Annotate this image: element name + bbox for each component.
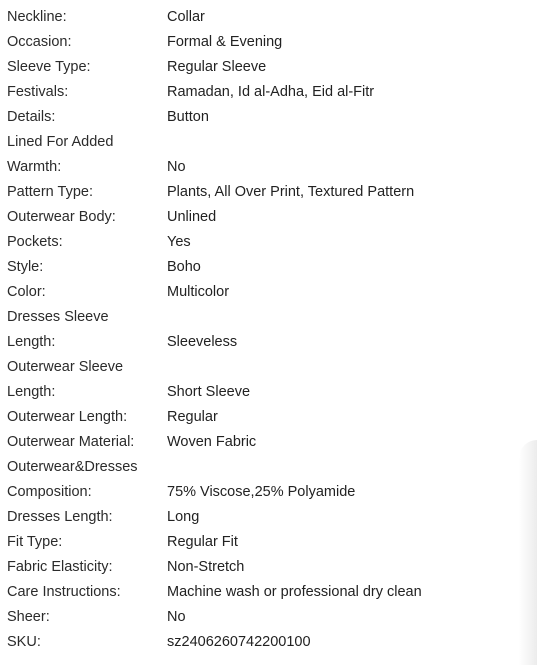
spec-value-text: Ramadan, Id al-Adha, Eid al-Fitr: [167, 84, 375, 100]
spec-value-text: Yes: [167, 234, 191, 250]
spec-value: [167, 355, 537, 405]
spec-value: [167, 630, 537, 655]
spec-label-line: Outerwear Body:: [7, 209, 116, 225]
spec-value: [167, 55, 537, 80]
spec-label: [7, 180, 167, 205]
spec-row: [7, 305, 537, 355]
spec-value: [167, 305, 537, 355]
spec-label: [7, 405, 167, 430]
spec-label: [7, 105, 167, 130]
spec-value: [167, 280, 537, 305]
spec-value-text: Sleeveless: [167, 334, 238, 350]
spec-row: [7, 555, 537, 580]
edge-shadow: [519, 440, 537, 665]
spec-label: [7, 455, 167, 505]
spec-value-text: Regular Fit: [167, 534, 238, 550]
spec-label-line: Care Instructions:: [7, 584, 121, 600]
spec-value-text: No: [167, 609, 186, 625]
spec-label-line: Lined For Added: [7, 134, 114, 150]
spec-label-line: Neckline:: [7, 9, 67, 25]
spec-label-line: Color:: [7, 284, 46, 300]
spec-value-text: Multicolor: [167, 284, 230, 300]
spec-value: [167, 430, 537, 455]
spec-value-text: Woven Fabric: [167, 434, 257, 450]
spec-value-text: Unlined: [167, 209, 217, 225]
spec-label-line: Dresses Length:: [7, 509, 113, 525]
spec-value-text: sz2406260742200100: [167, 634, 311, 650]
spec-label: [7, 80, 167, 105]
spec-value: [167, 605, 537, 630]
spec-row: [7, 455, 537, 505]
spec-label-line: Outerwear Material:: [7, 434, 135, 450]
spec-label: [7, 55, 167, 80]
spec-value: [167, 580, 537, 605]
spec-label-line: Festivals:: [7, 84, 69, 100]
spec-label: [7, 30, 167, 55]
spec-value-spacer: [167, 355, 537, 380]
product-specs-list: [7, 5, 537, 655]
spec-row: [7, 80, 537, 105]
spec-row: [7, 5, 537, 30]
spec-label: [7, 530, 167, 555]
spec-row: [7, 530, 537, 555]
spec-label-line: Sleeve Type:: [7, 59, 91, 75]
spec-value: [167, 205, 537, 230]
spec-label: [7, 505, 167, 530]
spec-label: [7, 580, 167, 605]
spec-value-spacer: [167, 130, 537, 155]
spec-row: [7, 205, 537, 230]
spec-label-line: Pockets:: [7, 234, 63, 250]
spec-label: [7, 280, 167, 305]
spec-label-line: Outerwear Sleeve: [7, 359, 124, 375]
spec-label: [7, 130, 167, 180]
spec-row: [7, 105, 537, 130]
spec-label: [7, 5, 167, 30]
spec-row: [7, 55, 537, 80]
spec-row: [7, 355, 537, 405]
spec-value-spacer: [167, 305, 537, 330]
spec-row: [7, 180, 537, 205]
spec-label-line: SKU:: [7, 634, 41, 650]
spec-label-line: Outerwear&Dresses: [7, 459, 138, 475]
spec-label: [7, 605, 167, 630]
spec-row: [7, 230, 537, 255]
spec-label: [7, 555, 167, 580]
spec-value-text: Collar: [167, 9, 205, 25]
spec-value-text: Plants, All Over Print, Textured Pattern: [167, 184, 415, 200]
spec-row: [7, 130, 537, 180]
spec-value-spacer: [167, 455, 537, 480]
spec-label-line: Fit Type:: [7, 534, 63, 550]
spec-value-text: Regular Sleeve: [167, 59, 267, 75]
spec-value: [167, 80, 537, 105]
spec-label: [7, 205, 167, 230]
spec-row: [7, 255, 537, 280]
spec-label-line: Composition:: [7, 484, 92, 500]
spec-label-line: Outerwear Length:: [7, 409, 128, 425]
spec-row: [7, 430, 537, 455]
spec-label-line: Length:: [7, 334, 56, 350]
spec-value-text: Button: [167, 109, 209, 125]
spec-value-text: Short Sleeve: [167, 384, 251, 400]
spec-value-text: Long: [167, 509, 200, 525]
spec-label-line: Fabric Elasticity:: [7, 559, 113, 575]
spec-label: [7, 630, 167, 655]
spec-value-text: Regular: [167, 409, 218, 425]
spec-label-line: Style:: [7, 259, 44, 275]
spec-label: [7, 230, 167, 255]
spec-value-text: No: [167, 159, 186, 175]
spec-label-line: Warmth:: [7, 159, 62, 175]
spec-label: [7, 430, 167, 455]
spec-label-line: Pattern Type:: [7, 184, 93, 200]
spec-value: [167, 530, 537, 555]
spec-label-line: Occasion:: [7, 34, 72, 50]
spec-row: [7, 605, 537, 630]
spec-value: [167, 455, 537, 505]
spec-value-text: Non-Stretch: [167, 559, 245, 575]
spec-label: [7, 355, 167, 405]
spec-value-text: Boho: [167, 259, 201, 275]
spec-row: [7, 30, 537, 55]
spec-value-text: Formal & Evening: [167, 34, 283, 50]
spec-value: [167, 255, 537, 280]
spec-value: [167, 405, 537, 430]
spec-row: [7, 630, 537, 655]
spec-value: [167, 555, 537, 580]
spec-value-text: 75% Viscose,25% Polyamide: [167, 484, 356, 500]
spec-label-line: Length:: [7, 384, 56, 400]
spec-value: [167, 180, 537, 205]
spec-value-text: Machine wash or professional dry clean: [167, 584, 422, 600]
spec-label-line: Details:: [7, 109, 56, 125]
spec-label-line: Sheer:: [7, 609, 50, 625]
spec-label: [7, 255, 167, 280]
spec-label-line: Dresses Sleeve: [7, 309, 109, 325]
spec-row: [7, 580, 537, 605]
spec-value: [167, 30, 537, 55]
spec-value: [167, 130, 537, 180]
spec-row: [7, 280, 537, 305]
spec-label: [7, 305, 167, 355]
spec-row: [7, 405, 537, 430]
spec-value: [167, 230, 537, 255]
spec-value: [167, 5, 537, 30]
spec-value: [167, 105, 537, 130]
spec-row: [7, 505, 537, 530]
spec-value: [167, 505, 537, 530]
